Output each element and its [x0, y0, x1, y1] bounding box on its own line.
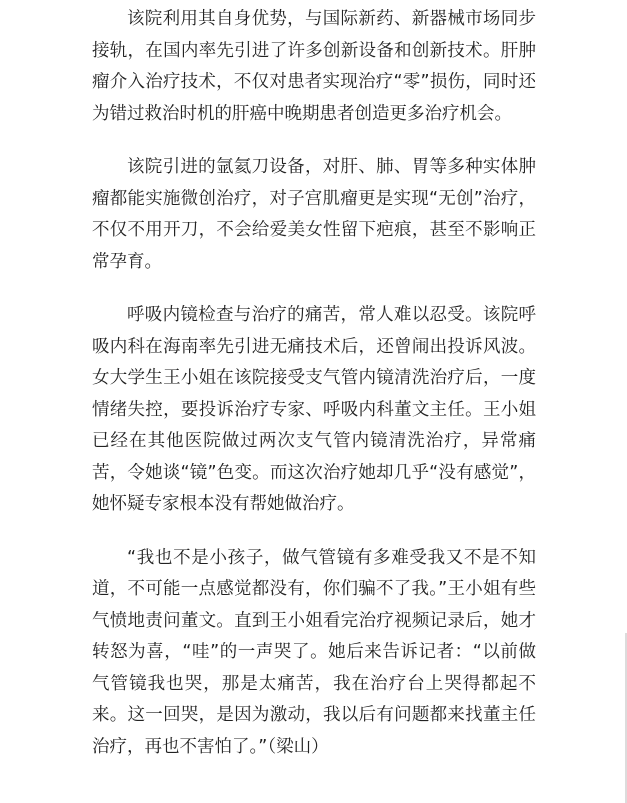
paragraph-respiratory-endoscopy: 呼吸内镜检查与治疗的痛苦，常人难以忍受。该院呼吸内科在海南率先引进无痛技术后，还曾闹出投诉风波。女大学生王小姐在该院接受支气管内镜清洗治疗后，一度情绪失控，要投诉治疗专家、呼吸内科董文主任。王小姐已经在其他医院做过两次支气管内镜清洗治疗，异常痛苦，令她谈“镜”色变。而这次治疗她却几乎“没有感觉”，她怀疑专家根本没有帮她做治疗。 [92, 305, 536, 514]
paragraph-patient-quote: “我也不是小孩子，做气管镜有多难受我又不是不知道，不可能一点感觉都没有，你们骗不了我。”王小姐有些气愤地责问董文。直到王小姐看完治疗视频记录后，她才转怒为喜，“哇”的一声哭了。她后来告诉记者：“以前做气管镜我也哭，那是太痛苦，我在治疗台上哭得都起不来。这一回哭，是因为激动，我以后有问题都来找董主任治疗，再也不害怕了。”（梁山） [92, 547, 536, 757]
article-body [92, 4, 536, 763]
paragraph-new-technology: 该院利用其自身优势，与国际新药、新器械市场同步接轨，在国内率先引进了许多创新设备和创新技术。肝肿瘤介入治疗技术，不仅对患者实现治疗“零”损伤，同时还为错过救治时机的肝癌中晚期患者创造更多治疗机会。 [92, 9, 536, 124]
paragraph-argon-helium-knife: 该院引进的氩氦刀设备，对肝、肺、胃等多种实体肿瘤都能实施微创治疗，对子宫肌瘤更是实现“无创”治疗，不仅不用开刀，不会给爱美女性留下疤痕，甚至不影响正常孕育。 [92, 157, 536, 272]
